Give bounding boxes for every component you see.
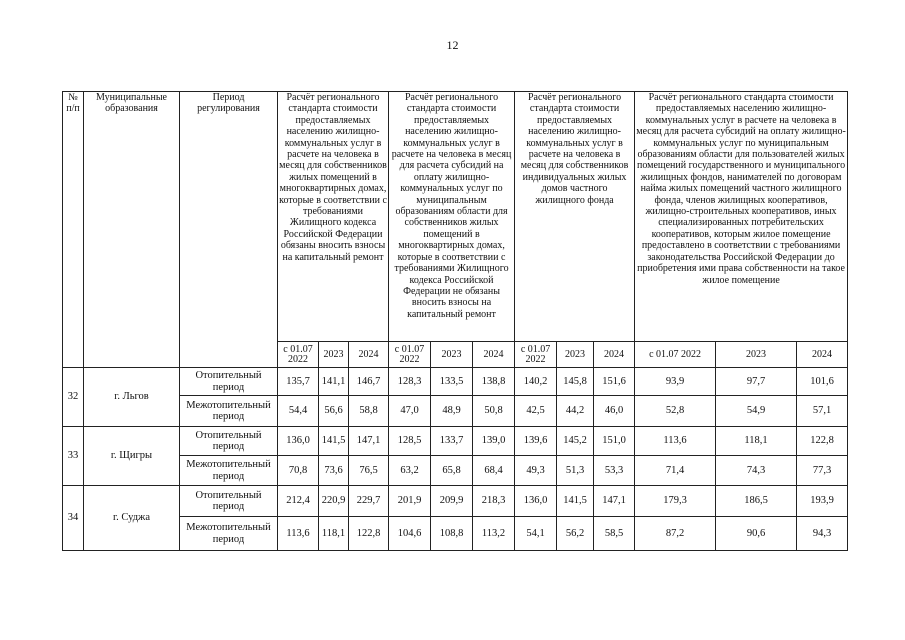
- value-cell: 218,3: [473, 486, 515, 517]
- value-cell: 145,8: [557, 368, 594, 396]
- value-cell: 133,5: [431, 368, 473, 396]
- year-header: 2023: [716, 342, 797, 368]
- value-cell: 151,0: [594, 427, 635, 456]
- header-num: № п/п: [63, 92, 84, 368]
- value-cell: 151,6: [594, 368, 635, 396]
- municipality-name: г. Щигры: [84, 427, 180, 486]
- value-cell: 193,9: [797, 486, 848, 517]
- row-number: 33: [63, 427, 84, 486]
- page-number: 12: [446, 38, 459, 52]
- value-cell: 113,6: [635, 427, 716, 456]
- value-cell: 54,9: [716, 396, 797, 427]
- year-header: 2024: [349, 342, 389, 368]
- value-cell: 146,7: [349, 368, 389, 396]
- value-cell: 212,4: [278, 486, 319, 517]
- value-cell: 136,0: [515, 486, 557, 517]
- table-row: [63, 368, 848, 396]
- header-group-4: Расчёт регионального стандарта стоимости предоставляемых населению жилищно-коммунальных услуг в расчете на человека в месяц для расчета субсидий на оплату жилищно-коммунальных услуг по муниципальным образованиям области для пользователей жилых помещений государственного и муниципального жилищных фондов, нанимателей по договорам найма жилых помещений частного жилищного фонда, членов жилищных кооперативов, жилищно-строительных кооперативов, иных специализированных потребительских кооперативов, которым жилое помещение предоставлено в соответствии с требованиями законодательства Российской Федерации до приобретения ими права собственности на такое жилое помещение: [635, 92, 848, 342]
- period-label: Отопительный период: [180, 486, 278, 517]
- value-cell: 97,7: [716, 368, 797, 396]
- value-cell: 118,1: [716, 427, 797, 456]
- year-header: с 01.07 2022: [635, 342, 716, 368]
- table-row: [63, 456, 848, 486]
- value-cell: 201,9: [389, 486, 431, 517]
- value-cell: 108,8: [431, 517, 473, 551]
- header-group-2: Расчёт регионального стандарта стоимости предоставляемых населению жилищно-коммунальных услуг в расчете на человека в месяц для расчета субсидий на оплату жилищно-коммунальных услуг по муниципальным образованиям области для собственников жилых помещений в многоквартирных домах, которые в соответствии с требованиями Жилищного кодекса Российской Федерации не обязаны вносить взносы на капитальный ремонт: [389, 92, 515, 342]
- value-cell: 58,5: [594, 517, 635, 551]
- value-cell: 70,8: [278, 456, 319, 486]
- year-header: с 01.07 2022: [389, 342, 431, 368]
- value-cell: 140,2: [515, 368, 557, 396]
- value-cell: 73,6: [319, 456, 349, 486]
- value-cell: 139,0: [473, 427, 515, 456]
- value-cell: 57,1: [797, 396, 848, 427]
- value-cell: 141,5: [557, 486, 594, 517]
- municipality-name: г. Суджа: [84, 486, 180, 551]
- header-group-1: Расчёт регионального стандарта стоимости предоставляемых населению жилищно-коммунальных услуг в расчете на человека в месяц для собственников жилых помещений в многоквартирных домах, которые в соответствии с требованиями Жилищного кодекса Российской Федерации обязаны вносить взносы на капитальный ремонт: [278, 92, 389, 342]
- value-cell: 94,3: [797, 517, 848, 551]
- header-period: Период регулирования: [180, 92, 278, 368]
- value-cell: 122,8: [349, 517, 389, 551]
- value-cell: 58,8: [349, 396, 389, 427]
- value-cell: 147,1: [594, 486, 635, 517]
- value-cell: 136,0: [278, 427, 319, 456]
- value-cell: 145,2: [557, 427, 594, 456]
- value-cell: 46,0: [594, 396, 635, 427]
- value-cell: 147,1: [349, 427, 389, 456]
- period-label: Межотопительный период: [180, 396, 278, 427]
- value-cell: 56,2: [557, 517, 594, 551]
- value-cell: 179,3: [635, 486, 716, 517]
- year-header: 2023: [557, 342, 594, 368]
- year-header: 2024: [594, 342, 635, 368]
- value-cell: 47,0: [389, 396, 431, 427]
- table-row: [63, 396, 848, 427]
- value-cell: 56,6: [319, 396, 349, 427]
- value-cell: 65,8: [431, 456, 473, 486]
- value-cell: 104,6: [389, 517, 431, 551]
- value-cell: 54,4: [278, 396, 319, 427]
- header-group-3: Расчёт регионального стандарта стоимости предоставляемых населению жилищно-коммунальных услуг в расчете на человека в месяц для собственников индивидуальных жилых домов частного жилищного фонда: [515, 92, 635, 342]
- value-cell: 50,8: [473, 396, 515, 427]
- year-header: 2023: [319, 342, 349, 368]
- value-cell: 229,7: [349, 486, 389, 517]
- value-cell: 90,6: [716, 517, 797, 551]
- municipality-name: г. Льгов: [84, 368, 180, 427]
- year-header: с 01.07 2022: [515, 342, 557, 368]
- value-cell: 54,1: [515, 517, 557, 551]
- row-number: 32: [63, 368, 84, 427]
- value-cell: 49,3: [515, 456, 557, 486]
- year-header: 2023: [431, 342, 473, 368]
- value-cell: 74,3: [716, 456, 797, 486]
- value-cell: 141,1: [319, 368, 349, 396]
- period-label: Отопительный период: [180, 368, 278, 396]
- value-cell: 42,5: [515, 396, 557, 427]
- value-cell: 128,5: [389, 427, 431, 456]
- value-cell: 52,8: [635, 396, 716, 427]
- value-cell: 101,6: [797, 368, 848, 396]
- value-cell: 77,3: [797, 456, 848, 486]
- period-label: Отопительный период: [180, 427, 278, 456]
- value-cell: 51,3: [557, 456, 594, 486]
- value-cell: 122,8: [797, 427, 848, 456]
- value-cell: 113,6: [278, 517, 319, 551]
- value-cell: 93,9: [635, 368, 716, 396]
- row-number: 34: [63, 486, 84, 551]
- value-cell: 71,4: [635, 456, 716, 486]
- value-cell: 68,4: [473, 456, 515, 486]
- value-cell: 141,5: [319, 427, 349, 456]
- value-cell: 48,9: [431, 396, 473, 427]
- standards-table: [62, 91, 848, 551]
- value-cell: 209,9: [431, 486, 473, 517]
- table-row: [63, 427, 848, 456]
- value-cell: 63,2: [389, 456, 431, 486]
- value-cell: 44,2: [557, 396, 594, 427]
- header-municipality: Муниципальные образования: [84, 92, 180, 368]
- value-cell: 186,5: [716, 486, 797, 517]
- value-cell: 135,7: [278, 368, 319, 396]
- table-row: [63, 517, 848, 551]
- value-cell: 53,3: [594, 456, 635, 486]
- value-cell: 220,9: [319, 486, 349, 517]
- value-cell: 113,2: [473, 517, 515, 551]
- year-header: 2024: [473, 342, 515, 368]
- year-header: 2024: [797, 342, 848, 368]
- table-row: [63, 486, 848, 517]
- period-label: Межотопительный период: [180, 456, 278, 486]
- value-cell: 76,5: [349, 456, 389, 486]
- value-cell: 128,3: [389, 368, 431, 396]
- period-label: Межотопительный период: [180, 517, 278, 551]
- year-header: с 01.07 2022: [278, 342, 319, 368]
- value-cell: 87,2: [635, 517, 716, 551]
- header-row: [63, 92, 848, 342]
- value-cell: 133,7: [431, 427, 473, 456]
- value-cell: 139,6: [515, 427, 557, 456]
- value-cell: 118,1: [319, 517, 349, 551]
- value-cell: 138,8: [473, 368, 515, 396]
